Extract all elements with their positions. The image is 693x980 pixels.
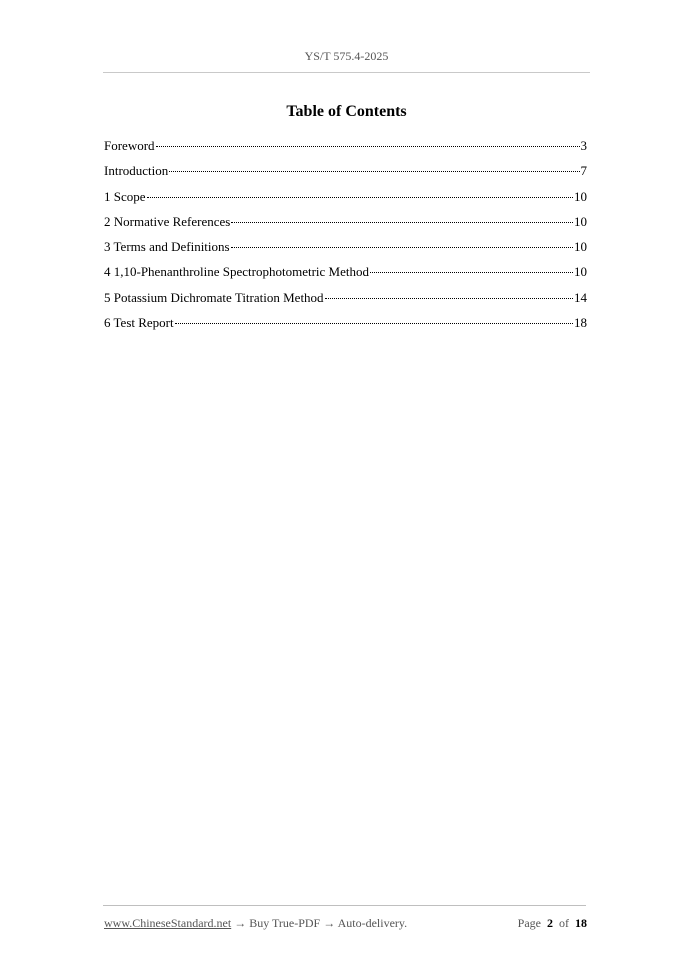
toc-entry-label[interactable]: 4 1,10-Phenanthroline Spectrophotometric Method — [104, 264, 370, 280]
toc-entry-page: 18 — [574, 315, 587, 331]
toc-entry-label[interactable]: Introduction — [104, 163, 169, 179]
toc-entry-scope[interactable] — [104, 189, 587, 214]
toc-entry-test-report[interactable] — [104, 315, 587, 340]
toc-entry-page: 10 — [574, 239, 587, 255]
toc-leader-dots — [169, 171, 579, 172]
toc-entry-dichromate-titration-method[interactable] — [104, 290, 587, 315]
toc-entry-phenanthroline-method[interactable] — [104, 264, 587, 289]
toc-leader-dots — [325, 298, 573, 299]
toc-entry-page: 7 — [580, 163, 587, 179]
toc-entry-terms-and-definitions[interactable] — [104, 239, 587, 264]
toc-entry-foreword[interactable] — [104, 138, 587, 163]
page-word: Page — [517, 916, 541, 930]
page-current: 2 — [547, 916, 553, 930]
toc-entry-page: 10 — [574, 264, 587, 280]
page-number — [518, 916, 587, 931]
footer-buy-text: Buy True-PDF — [249, 916, 321, 930]
toc-leader-dots — [370, 272, 573, 273]
toc-entry-label[interactable]: 3 Terms and Definitions — [104, 239, 230, 255]
toc-list — [104, 138, 587, 340]
toc-leader-dots — [175, 323, 573, 324]
toc-entry-normative-references[interactable] — [104, 214, 587, 239]
page-total: 18 — [575, 916, 587, 930]
footer-rule — [103, 905, 586, 906]
footer-promo — [104, 916, 407, 931]
toc-entry-page: 3 — [580, 138, 587, 153]
toc-entry-label[interactable]: 2 Normative References — [104, 213, 231, 229]
toc-entry-label[interactable]: 5 Potassium Dichromate Titration Method — [104, 289, 324, 305]
toc-leader-dots — [156, 146, 580, 147]
header-rule — [103, 72, 590, 73]
footer-delivery-text: Auto-delivery. — [337, 916, 408, 930]
toc-entry-label[interactable]: 6 Test Report — [104, 315, 174, 331]
toc-entry-label[interactable]: 1 Scope — [104, 188, 146, 204]
toc-entry-introduction[interactable] — [104, 163, 587, 188]
toc-entry-page: 10 — [574, 188, 587, 204]
toc-leader-dots — [231, 222, 573, 223]
of-word: of — [559, 916, 569, 930]
footer-site-link[interactable]: www.ChineseStandard.net — [104, 916, 232, 930]
toc-entry-page: 14 — [574, 289, 587, 305]
page-header-doc-code: YS/T 575.4-2025 — [304, 49, 389, 63]
toc-entry-page: 10 — [574, 213, 587, 229]
toc-leader-dots — [231, 247, 573, 248]
arrow-right-icon: → — [234, 916, 247, 930]
toc-title: Table of Contents — [286, 103, 407, 120]
arrow-right-icon: → — [323, 916, 336, 930]
toc-entry-label[interactable]: Foreword — [104, 138, 155, 153]
toc-leader-dots — [147, 197, 573, 198]
